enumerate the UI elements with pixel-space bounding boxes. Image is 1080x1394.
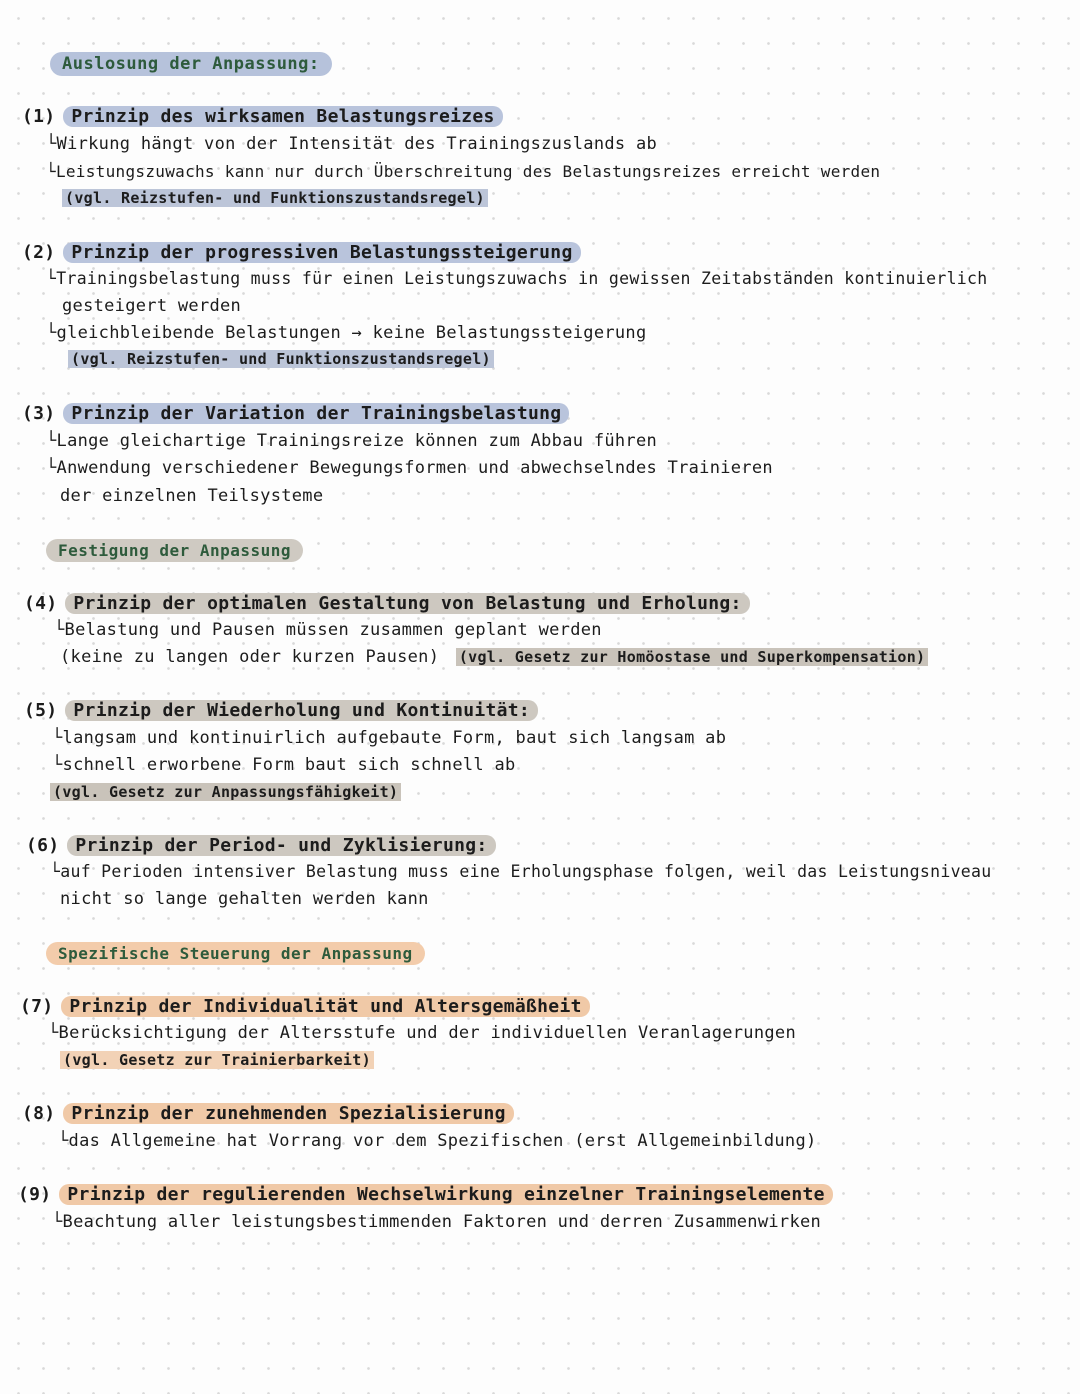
section-heading-festigung: Festigung der Anpassung [46, 539, 303, 562]
principle-7-line-1: └Berücksichtigung der Altersstufe und der individuellen Veranlagerungen [48, 1023, 796, 1043]
principle-2-line-3: └gleichbleibende Belastungen → keine Belastungssteigerung [46, 323, 647, 343]
principle-7-label: Prinzip der Individualität und Altersgemäßheit [61, 996, 589, 1017]
principle-9-line-1: └Beachtung aller leistungsbestimmenden Faktoren und derren Zusammenwirken [52, 1212, 822, 1232]
principle-9-title [18, 1184, 833, 1205]
principle-6-label: Prinzip der Period- und Zyklisierung: [67, 835, 495, 856]
principle-8-title [22, 1103, 514, 1124]
principle-6-line-1: └auf Perioden intensiver Belastung muss eine Erholungsphase folgen, weil das Leistungsniveau [50, 862, 992, 881]
principle-1-reference: (vgl. Reizstufen- und Funktionszustandsregel) [62, 189, 488, 207]
principle-4-line-1: └Belastung und Pausen müssen zusammen geplant werden [54, 620, 602, 640]
principle-3-line-2: └Anwendung verschiedener Bewegungsformen und abwechselndes Trainieren [46, 458, 773, 478]
principle-5-line-1: └langsam und kontinuirlich aufgebaute Form, baut sich langsam ab [52, 728, 727, 748]
principle-1-line-2: └Leistungszuwachs kann nur durch Überschreitung des Belastungsreizes erreicht werden [46, 162, 881, 181]
section-heading-ausloesung: Auslosung der Anpassung: [50, 52, 332, 76]
principle-4-line-2: (keine zu langen oder kurzen Pausen) (vgl. Gesetz zur Homöostase und Superkompensation) [60, 647, 928, 667]
principle-3-number: (3) [22, 403, 56, 424]
principle-1-title [22, 106, 503, 127]
principle-3-line-3: der einzelnen Teilsysteme [60, 486, 324, 506]
principle-5-reference: (vgl. Gesetz zur Anpassungsfähigkeit) [50, 783, 401, 801]
principle-7-number: (7) [20, 996, 54, 1017]
principle-6-title [26, 835, 496, 856]
principle-2-reference: (vgl. Reizstufen- und Funktionszustandsregel) [68, 350, 494, 368]
principle-5-title [24, 700, 538, 721]
principle-1-line-1: └Wirkung hängt von der Intensität des Trainingszuslands ab [46, 134, 658, 154]
principle-2-line-1: └Trainingsbelastung muss für einen Leistungszuwachs in gewissen Zeitabständen kontinuierlich [46, 269, 988, 288]
principle-4-reference: (vgl. Gesetz zur Homöostase und Superkompensation) [456, 648, 929, 666]
principle-2-line-2: gesteigert werden [62, 296, 242, 316]
principle-4-number: (4) [24, 593, 58, 614]
principle-1-number: (1) [22, 106, 56, 127]
principle-8-line-1: └das Allgemeine hat Vorrang vor dem Spezifischen (erst Allgemeinbildung) [58, 1131, 817, 1151]
principle-6-number: (6) [26, 835, 60, 856]
principle-4-title [24, 593, 750, 614]
principle-2-title [22, 242, 581, 263]
principle-7-reference: (vgl. Gesetz zur Trainierbarkeit) [60, 1051, 374, 1069]
principle-2-label: Prinzip der progressiven Belastungssteigerung [63, 242, 580, 263]
section-heading-spezifische-steuerung: Spezifische Steuerung der Anpassung [46, 942, 425, 965]
principle-4-label: Prinzip der optimalen Gestaltung von Belastung und Erholung: [65, 593, 749, 614]
principle-8-number: (8) [22, 1103, 56, 1124]
principle-2-number: (2) [22, 242, 56, 263]
principle-7-title [20, 996, 590, 1017]
principle-6-line-2: nicht so lange gehalten werden kann [60, 889, 429, 909]
principle-8-label: Prinzip der zunehmenden Spezialisierung [63, 1103, 513, 1124]
principle-3-line-1: └Lange gleichartige Trainingsreize können zum Abbau führen [46, 431, 658, 451]
principle-5-line-2: └schnell erworbene Form baut sich schnell ab [52, 755, 516, 775]
principle-9-number: (9) [18, 1184, 52, 1205]
principle-9-label: Prinzip der regulierenden Wechselwirkung einzelner Trainingselemente [59, 1184, 832, 1205]
principle-5-label: Prinzip der Wiederholung und Kontinuität: [65, 700, 538, 721]
principle-3-title [22, 403, 569, 424]
principle-1-label: Prinzip des wirksamen Belastungsreizes [63, 106, 502, 127]
principle-3-label: Prinzip der Variation der Trainingsbelastung [63, 403, 569, 424]
principle-5-number: (5) [24, 700, 58, 721]
